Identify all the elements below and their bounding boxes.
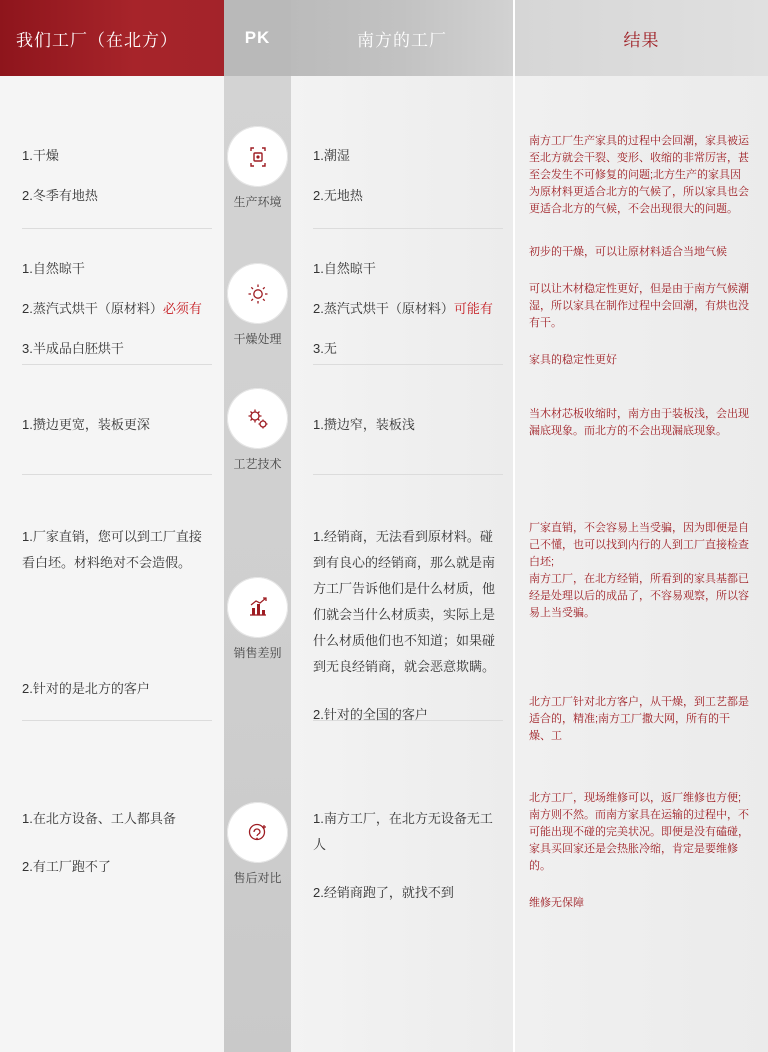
row-4-left-line: 1.在北方设备、工人都具备 (22, 811, 176, 826)
drying-sun-icon (227, 263, 288, 324)
row-4-mid-line: 1.南方工厂，在北方无设备无工人 (313, 811, 493, 852)
row-0-left-line: 1.干燥 (22, 148, 59, 163)
row-1-left-line: 2.蒸汽式烘干（原材料） (22, 301, 163, 316)
row-3-right-line: 厂家直销，不会容易上当受骗，因为即便是自己不懂，也可以找到内行的人到工厂直接检查白坯; 南方工厂，在北方经销，所看到的家具基都已经是处理以后的成品了，不容易观察，所以容易上当受骗。 (529, 522, 749, 619)
table-header (0, 0, 768, 76)
category-badge-after-sales (224, 802, 291, 886)
row-1-left-line-marked (22, 296, 212, 322)
badge-label: 销售差别 (233, 646, 282, 660)
badge-label: 售后对比 (233, 871, 282, 885)
row-separator (22, 364, 212, 365)
row-1-mid-line: 2.蒸汽式烘干（原材料） (313, 301, 454, 316)
header-our-factory: 我们工厂（在北方） (0, 0, 224, 76)
gears-craft-icon (227, 388, 288, 449)
after-sales-icon (227, 802, 288, 863)
row-separator (313, 364, 503, 365)
badge-label: 干燥处理 (233, 332, 282, 346)
row-1-left-line: 1.自然晾干 (22, 261, 85, 276)
header-pk: PK (224, 0, 291, 76)
row-4-mid (313, 806, 503, 906)
row-2-left-line: 1.攒边更宽，装板更深 (22, 417, 150, 432)
table-body (0, 76, 768, 1052)
row-4-left-line: 2.有工厂跑不了 (22, 859, 111, 874)
row-1-left (22, 256, 212, 362)
row-4-right-line: 北方工厂，现场维修可以，返厂维修也方便;南方则不然。而南方家具在运输的过程中，不可能出现不碰的完美状况。即便是没有磕碰，家具买回家还是会热胀冷缩，肯定是要维修的。 (529, 792, 749, 872)
category-badge-drying (224, 263, 291, 347)
column-category-band (224, 76, 291, 1052)
row-3-right-line: 北方工厂针对北方客户，从干燥，到工艺都是适合的，精准;南方工厂撒大网，所有的干燥、工 (529, 696, 749, 742)
row-4-mid-line: 2.经销商跑了，就找不到 (313, 885, 454, 900)
row-0-right (529, 133, 751, 218)
row-3-left-line: 2.针对的是北方的客户 (22, 681, 150, 696)
row-0-right-line: 南方工厂生产家具的过程中会回潮，家具被运至北方就会干裂、变形、收缩的非常厉害，甚至会发生不可修复的问题;北方生产的家具因为原材料更适合北方的气候了，所以家具也会更适合北方的气候，不会出现很大的问题。 (529, 135, 749, 215)
row-1-mid-line: 1.自然晾干 (313, 261, 376, 276)
row-1-left-line: 3.半成品白胚烘干 (22, 341, 124, 356)
row-1-mid-line: 3.无 (313, 341, 337, 356)
row-0-mid-line: 2.无地热 (313, 188, 363, 203)
category-badge-production-environment (224, 126, 291, 210)
row-separator (22, 474, 212, 475)
row-4-right-line: 维修无保障 (529, 897, 584, 909)
row-1-mid (313, 256, 503, 362)
row-1-mid-mark: 可能有 (453, 301, 493, 316)
row-1-right-line: 可以让木材稳定性更好，但是由于南方气候潮湿，所以家具在制作过程中会回潮，有烘也没有干。 (529, 283, 749, 329)
row-2-left (22, 412, 212, 438)
row-3-left (22, 524, 212, 702)
row-0-mid-line: 1.潮湿 (313, 148, 350, 163)
row-3-left-line: 1.厂家直销，您可以到工厂直接看白坯。材料绝对不会造假。 (22, 529, 202, 570)
row-separator (22, 228, 212, 229)
badge-label: 工艺技术 (233, 457, 282, 471)
row-1-right (529, 244, 751, 369)
row-separator (313, 474, 503, 475)
row-separator (22, 720, 212, 721)
badge-label: 生产环境 (233, 195, 282, 209)
header-result: 结果 (515, 0, 768, 76)
row-2-mid (313, 412, 503, 438)
header-south-factory: 南方的工厂 (291, 0, 513, 76)
row-1-mid-line-marked (313, 296, 503, 322)
row-4-left (22, 806, 212, 880)
row-0-left-line: 2.冬季有地热 (22, 188, 98, 203)
row-3-mid-line: 1.经销商，无法看到原材料。碰到有良心的经销商，那么就是南方工厂告诉他们是什么材质，他们就会当什么材质卖，实际上是什么材质他们也不知道；如果碰到无良经销商，就会恶意欺瞒。 (313, 529, 496, 674)
row-3-right (529, 520, 751, 745)
category-badge-craft (224, 388, 291, 472)
row-0-left (22, 143, 212, 209)
row-3-mid (313, 524, 503, 728)
sales-chart-icon (227, 577, 288, 638)
row-1-left-mark: 必须有 (162, 301, 202, 316)
row-2-right (529, 406, 751, 440)
row-0-mid (313, 143, 503, 209)
factory-environment-icon (227, 126, 288, 187)
row-1-right-line: 初步的干燥，可以让原材料适合当地气候 (529, 246, 727, 258)
row-2-right-line: 当木材芯板收缩时，南方由于装板浅，会出现漏底现象。而北方的不会出现漏底现象。 (529, 408, 749, 437)
row-1-right-line: 家具的稳定性更好 (529, 354, 617, 366)
row-2-mid-line: 1.攒边窄，装板浅 (313, 417, 415, 432)
row-3-mid-line: 2.针对的全国的客户 (313, 707, 428, 722)
row-4-right (529, 790, 751, 912)
category-badge-sales (224, 577, 291, 661)
row-separator (313, 228, 503, 229)
